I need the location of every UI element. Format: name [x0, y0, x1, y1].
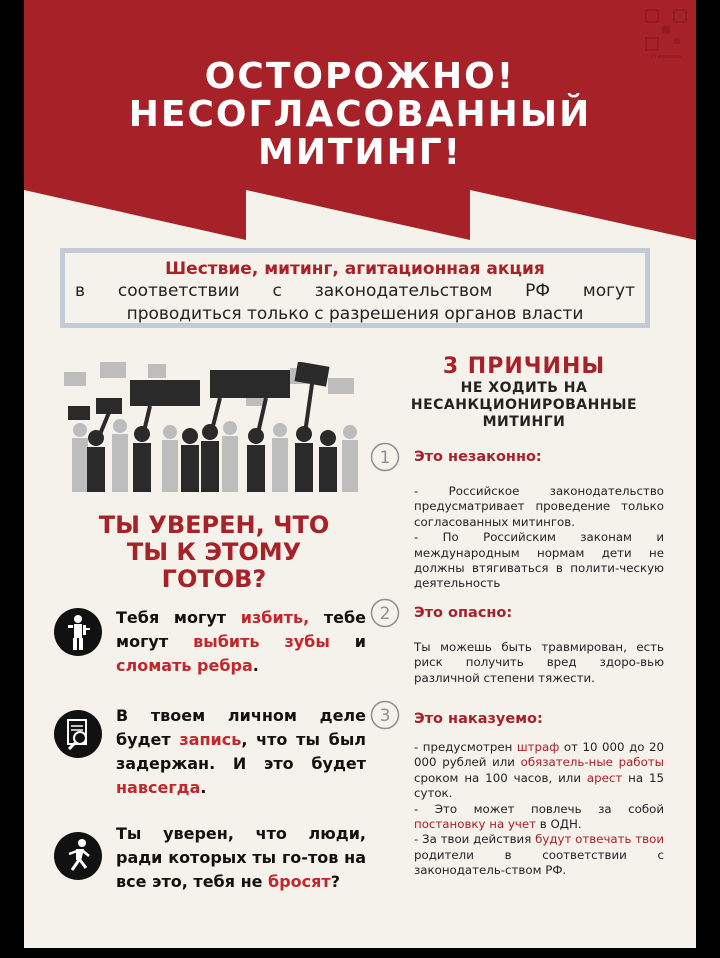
text-part: , что ты был задержан. И это будет — [116, 730, 367, 773]
reasons-heading-line-3: НЕСАНКЦИОНИРОВАННЫЕ — [410, 397, 638, 413]
title-line-3: МИТИНГ! — [257, 132, 463, 173]
reason-illegal-p1: - Российское законодательство предусматривает проведение только согласованных митингов. — [414, 484, 664, 529]
text-part: ? — [330, 872, 340, 891]
reasons-heading-line-2: НЕ ХОДИТЬ НА — [460, 380, 588, 396]
highlight-forever: навсегда — [116, 778, 201, 797]
number-circle-icon — [370, 700, 400, 730]
poster — [24, 0, 696, 948]
reasons-heading — [374, 354, 674, 431]
watermark-logo-icon — [644, 8, 688, 52]
svg-text:1: 1 — [379, 448, 391, 468]
warning-injury-text — [116, 606, 366, 678]
svg-text:3: 3 — [379, 706, 391, 726]
reason-dangerous-p1: Ты можешь быть травмирован, есть риск получить вред здоро-вью различной степени тяжести. — [414, 640, 664, 685]
page-title — [24, 58, 696, 172]
highlight-abandon: бросят — [268, 872, 331, 891]
reason-dangerous — [370, 598, 668, 698]
question-heading — [64, 512, 364, 593]
number-circle-icon — [370, 442, 400, 472]
reason-punishable-body — [414, 740, 664, 879]
highlight-beat: избить, — [240, 608, 310, 627]
title-line-2: НЕСОГЛАСОВАННЫЙ — [128, 94, 592, 135]
reason-punishable-registration: - Это может повлечь за собой постановку на учет в ОДН. — [414, 801, 664, 832]
text-part: Тебя могут — [116, 608, 241, 627]
text-part: Ты уверен, что люди, ради которых ты го-тов на все это, тебя не — [116, 824, 366, 891]
warning-abandon — [54, 822, 366, 922]
legal-notice-box — [60, 248, 650, 328]
warning-injury — [54, 606, 367, 678]
reason-illegal — [370, 442, 668, 602]
reason-punishable-parents: - За твои действия будут отвечать твои родители в соответствии с законодатель-ством РФ. — [414, 832, 664, 878]
personal-file-icon — [54, 710, 102, 758]
reason-punishable-heading: Это наказуемо: — [414, 711, 543, 727]
highlight-record: запись — [179, 730, 242, 749]
notice-line-2: в соответствии с законодательством РФ могут — [75, 281, 635, 301]
text-part: . — [200, 778, 207, 797]
reason-punishable-fine: - предусмотрен штраф от 10 000 до 20 000 рублей или обязатель-ные работы сроком на 100 часов, или арест на 15 суток. — [414, 740, 665, 801]
reason-dangerous-body — [414, 640, 664, 686]
reason-punishable — [370, 700, 668, 910]
reasons-heading-line-4: МИТИНГИ — [482, 414, 566, 430]
reason-illegal-body — [414, 484, 664, 592]
text-part: . — [252, 656, 259, 675]
running-person-icon — [54, 832, 102, 880]
notice-line-3: проводиться только с разрешения органов власти — [126, 304, 584, 324]
beaten-person-icon — [54, 608, 102, 656]
highlight-ribs: сломать ребра — [116, 656, 253, 675]
watermark-label: Ставрополь — [650, 54, 682, 60]
warning-abandon-text — [116, 822, 366, 894]
question-line-2: ТЫ К ЭТОМУ — [126, 538, 302, 566]
notice-heading: Шествие, митинг, агитационная акция — [165, 259, 545, 279]
reason-illegal-heading: Это незаконно: — [414, 449, 542, 465]
reason-dangerous-heading: Это опасно: — [414, 605, 513, 621]
protest-crowd-illustration — [60, 362, 372, 492]
text-part: тебе могут — [116, 608, 367, 651]
warning-record — [54, 704, 367, 804]
question-line-1: ТЫ УВЕРЕН, ЧТО — [98, 511, 330, 539]
svg-text:2: 2 — [379, 604, 391, 624]
highlight-teeth: выбить зубы — [193, 632, 330, 651]
text-part: и — [329, 632, 367, 651]
warning-record-text — [116, 704, 366, 800]
number-circle-icon — [370, 598, 400, 628]
title-line-1: ОСТОРОЖНО! — [204, 56, 516, 97]
question-line-3: ГОТОВ? — [161, 565, 267, 593]
reasons-heading-big: 3 ПРИЧИНЫ — [442, 354, 606, 379]
text-part: В твоем личном деле будет — [116, 706, 366, 749]
reason-illegal-p2: - По Российским законам и международным нормам дети не должны втягиваться в полити-ческую деятельность — [414, 530, 664, 591]
